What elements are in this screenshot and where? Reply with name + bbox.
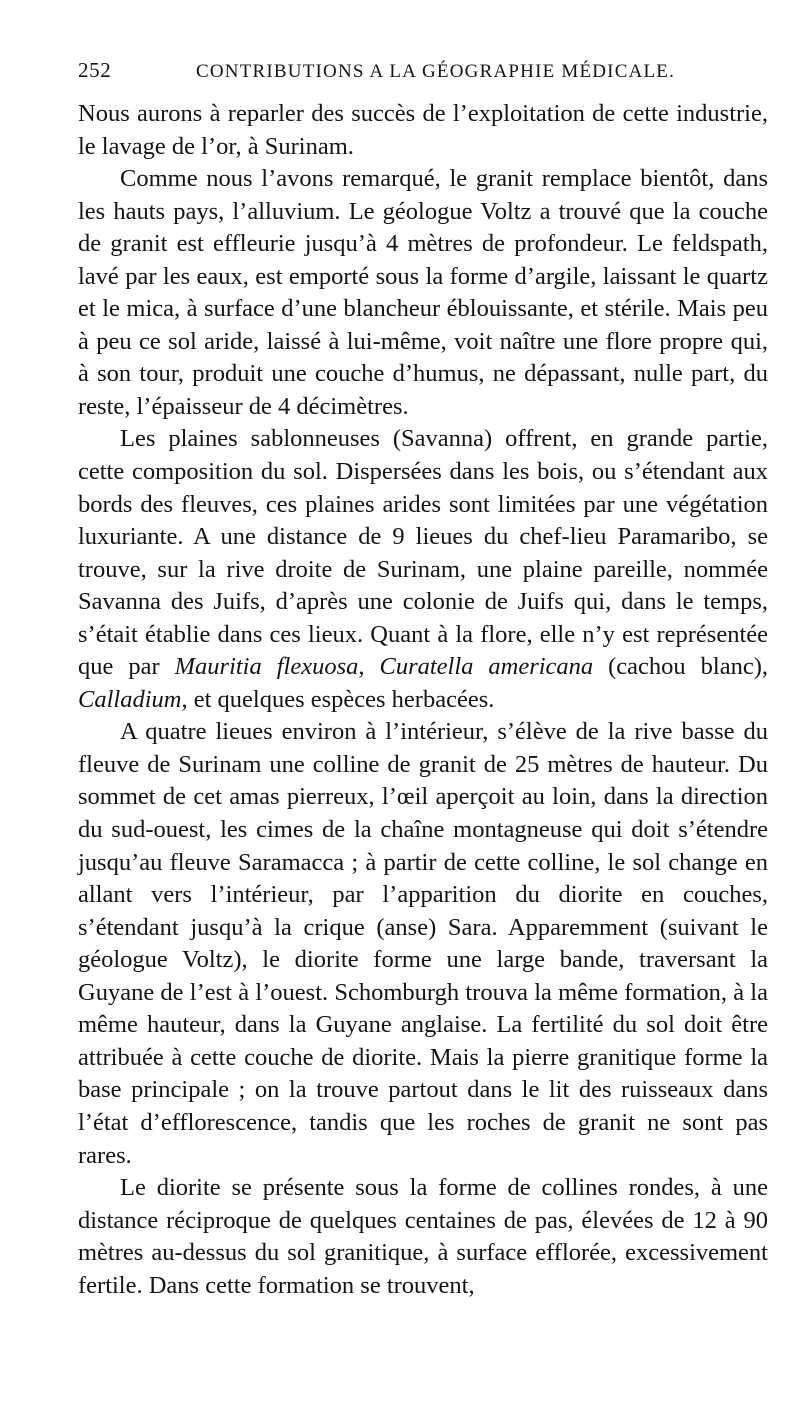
paragraph-gold-washing: Nous aurons à reparler des succès de l’exploitation de cette industrie, le lavage de l’or, à Surinam.: [78, 100, 768, 160]
running-head: [78, 58, 768, 92]
running-title: CONTRIBUTIONS A LA GÉOGRAPHIE MÉDICALE.: [196, 61, 676, 82]
paragraph-granite-soil: Comme nous l’avons remarqué, le granit remplace bientôt, dans les hauts pays, l’alluvium. Le géologue Voltz a trouvé que la couche de granit est effleurie jusqu’à 4 mètres de profondeur. Le feldspath, lavé par les eaux, est emporté sous la forme d’argile, laissant le quartz et le mica, à surface d’une blancheur éblouissante, et stérile. Mais peu à peu ce sol aride, laissé à lui-même, voit naître une flore propre qui, à son tour, produit une couche d’humus, ne dépassant, nulle part, du reste, l’épaisseur de 4 décimètres.: [78, 165, 768, 420]
species-mauritia: Mauritia flexuosa: [174, 653, 359, 681]
separator: (cachou blanc),: [593, 653, 768, 681]
body-text: [78, 98, 768, 1302]
book-page: [78, 58, 768, 1302]
separator: ,: [358, 653, 380, 681]
paragraph-granite-hill: A quatre lieues environ à l’intérieur, s’élève de la rive basse du fleuve de Surinam une colline de granit de 25 mètres de hauteur. Du sommet de cet amas pierreux, l’œil aperçoit au loin, dans la direction du sud-ouest, les cimes de la chaîne montagneuse qui doit s’étendre jusqu’au fleuve Saramacca ; à partir de cette colline, le sol change en allant vers l’intérieur, par l’apparition du diorite en couches, s’étendant jusqu’à la crique (anse) Sara. Apparemment (suivant le géologue Voltz), le diorite forme une large bande, traversant la Guyane de l’est à l’ouest. Schomburgh trouva la même formation, à la même hauteur, dans la Guyane anglaise. La fertilité du sol doit être attribuée à cette couche de diorite. Mais la pierre granitique forme la base principale ; on la trouve partout dans le lit des ruisseaux dans l’état d’efflorescence, tandis que les roches de granit ne sont pas rares.: [78, 718, 768, 1169]
species-calladium: Calladium: [78, 685, 182, 713]
species-curatella: Curatella americana: [379, 653, 594, 681]
savanna-text-end: , et quelques espèces herbacées.: [181, 685, 495, 713]
paragraph-savannas: [78, 423, 768, 716]
paragraph-diorite-hills: Le diorite se présente sous la forme de collines rondes, à une distance réciproque de quelques centaines de pas, élevées de 12 à 90 mètres au-dessus du sol granitique, à surface efflorée, excessivement fertile. Dans cette formation se trouvent,: [78, 1174, 768, 1299]
page-number: 252: [78, 58, 112, 82]
savanna-text: Les plaines sablonneuses (Savanna) offrent, en grande partie, cette composition du sol. Dispersées dans les bois, ou s’étendant aux bords des fleuves, ces plaines arides sont limitées par une végétation luxuriante. A une distance de 9 lieues du chef-lieu Paramaribo, se trouve, sur la rive droite de Surinam, une plaine pareille, nommée Savanna des Juifs, d’après une colonie de Juifs qui, dans le temps, s’était établie dans ces lieux. Quant à la flore, elle n’y est représentée que par: [78, 425, 768, 681]
